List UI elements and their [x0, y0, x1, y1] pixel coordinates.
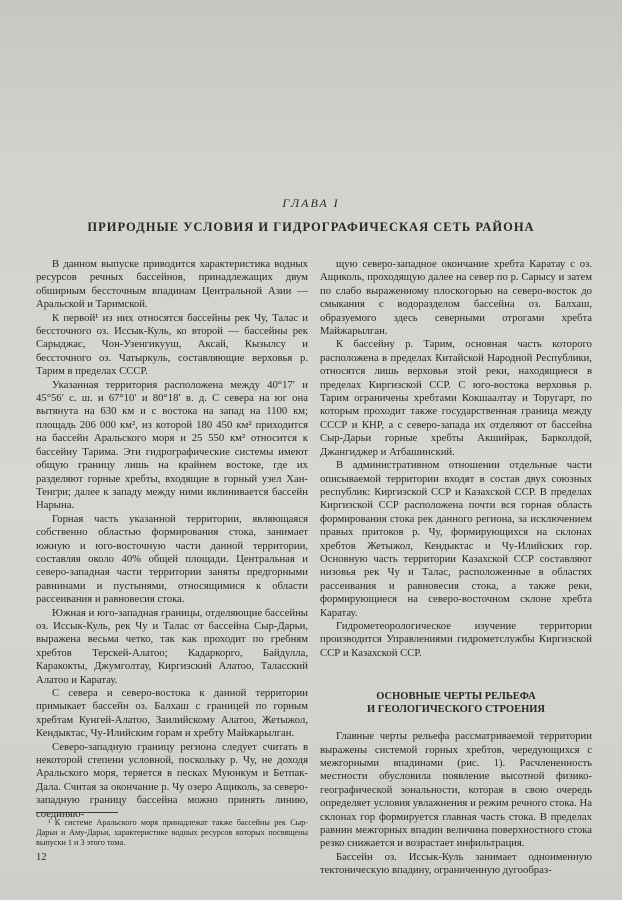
paragraph: К первой¹ из них относятся бассейны рек Чу, Талас и бессточного оз. Иссык-Куль, ко второй — бассейны рек Сарыджас, Чон-Узенгикууш, Аксай, Кызылсу и бессточного оз. Чатыркуль, составляющие верховья р. Тарим в пределах СССР.: [36, 311, 308, 378]
footnote-divider: [36, 812, 118, 813]
paragraph: В административном отношении отдельные части описываемой территории входят в состав двух союзных республик: Киргизской ССР и Казахской ССР. В пределах Киргизской ССР расположена почти вся горная область формирования стока рек данного региона, за исключением правых притоков р. Чу, формирующихся на склонах хребтов Жетыжол, Кендыктас и Чу-Илийских гор. Основную часть территории Казахской ССР составляют низовья рек Чу и Талас, расположенные в областях рассеивания и равновесия стока, а также реки, формирующиеся на северо-восточном склоне хребта Каратау.: [320, 459, 592, 619]
footnote: ¹ К системе Аральского моря принадлежат также бассейны рек Сыр-Дарьи и Аму-Дарьи, характеристике водных ресурсов которых посвящены выпуски 1 и 3 этого тома.: [36, 818, 308, 847]
paragraph: К бассейну р. Тарим, основная часть которого расположена в пределах Китайской Народной Республики, относятся лишь верховья этой реки, находящиеся в пределах Киргизской ССР. С юго-востока верховья р. Тарим ограничены хребтами Кокшаалтау и Торугарт, по которым проходит также государственная граница между СССР и КНР, а с северо-запада их отделяют от бассейна Сыр-Дарьи горные хребты Акшийрак, Барколдой, Джангиджер и Атбашинский.: [320, 338, 592, 458]
paragraph: Бассейн оз. Иссык-Куль занимает одноименную тектоническую впадину, ограниченную дугообраз-: [320, 850, 592, 877]
chapter-title: ПРИРОДНЫЕ УСЛОВИЯ И ГИДРОГРАФИЧЕСКАЯ СЕТЬ РАЙОНА: [87, 220, 535, 234]
paragraph: Горная часть указанной территории, являющаяся собственно областью формирования стока, занимает южную и юго-восточную части данной территории, составляя около 40% общей площади. Центральная и северо-западная части территории заняты предгорными равнинами и пустынями, относящимися к области рассеивания и равновесия стока.: [36, 512, 308, 606]
paragraph: щую северо-западное окончание хребта Каратау с оз. Ащиколь, проходящую далее на север по р. Сарысу и затем по слабо выраженному плоскогорью на северо-восток до смыкания с водоразделом бассейна оз. Балхаш, образуемого здесь северными отрогами хребта Майжарылган.: [320, 258, 592, 338]
chapter-label: ГЛАВА I: [282, 196, 340, 210]
paragraph: Главные черты рельефа рассматриваемой территории выражены системой горных хребтов, чередующихся с межгорными впадинами (рис. 1). Расчлененность местности обусловила появление высотной физико-географической зональности, которая в свою очередь определяет условия увлажнения и режим речного стока. На склонах гор формируется главная часть стока. В пределах равнин межгорных впадин величина поверхностного стока резко снижается и возрастает инфильтрация.: [320, 730, 592, 850]
paragraph: Гидрометеорологическое изучение территории производится Управлениями гидрометслужбы Киргизской ССР и Казахской ССР.: [320, 619, 592, 659]
section-heading: [320, 690, 592, 716]
left-column: [36, 258, 308, 821]
paragraph: В данном выпуске приводится характеристика водных ресурсов речных бассейнов, принадлежащих двум обширным бессточным впадинам Центральной Азии — Аральской и Таримской.: [36, 258, 308, 311]
paragraph: С севера и северо-востока к данной территории примыкает бассейн оз. Балхаш с границей по горным хребтам Кунгей-Алатоо, Заилийскому Алатоо, Жетыжол, Кендыктас, Чу-Илийским горам и хребту Майжарылган.: [36, 687, 308, 740]
page-number: 12: [36, 852, 47, 863]
section-heading-line: И ГЕОЛОГИЧЕСКОГО СТРОЕНИЯ: [366, 704, 545, 716]
paragraph: Южная и юго-западная границы, отделяющие бассейны оз. Иссык-Куль, рек Чу и Талас от бассейна Сыр-Дарьи, выражена весьма четко, так как проходит по гребням хребтов Терскей-Алатоо; Кадаркорго, Байдулла, Каракокты, Джумголтау, Киргизский Алатоо, Таласский Алатоо и Каратау.: [36, 606, 308, 686]
right-column: [320, 258, 592, 878]
paragraph: Северо-западную границу региона следует считать в некоторой степени условной, поскольку р. Чу, не доходя Аральского моря, теряется в песках Муюнкум и Бетпак-Дала. Считая за окончание р. Чу озеро Ащиколь, за северо-западную границу бассейна можно принять линию, соединяю-: [36, 740, 308, 820]
paragraph: Указанная территория расположена между 40°17′ и 45°56′ с. ш. и 67°10′ и 80°18′ в. д. С севера на юг она вытянута на 630 км и с востока на запад на 1100 км; площадь 206 000 км², из которой 180 450 км² приходится на бассейн Аральского моря и 25 550 км² относится к бассейну Тарима. Эти гидрографические системы имеют общую границу лишь на крайнем востоке, где их разделяют горные хребты, входящие в горный узел Хан-Тенгри; далее к западу между ними вклинивается бассейн Нарына.: [36, 378, 308, 512]
section-heading-line: ОСНОВНЫЕ ЧЕРТЫ РЕЛЬЕФА: [376, 691, 536, 703]
